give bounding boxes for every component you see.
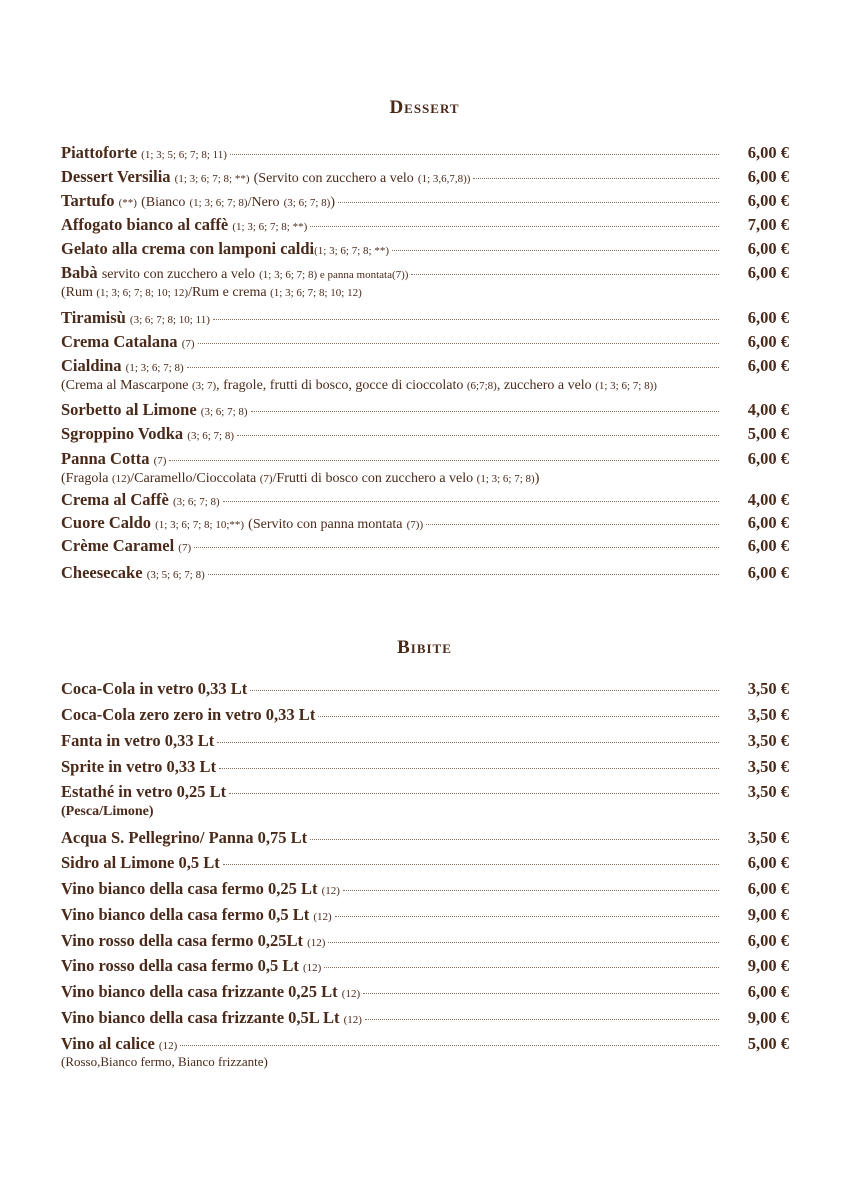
menu-item-piattoforte: [61, 143, 789, 163]
menu-item-vino-bianco-frizzante-025: [61, 982, 789, 1002]
item-name: Dessert Versilia (1; 3; 6; 7; 8; **) (Servito con zucchero a velo (1; 3,6,7,8)): [61, 167, 471, 186]
item-name: Crema al Caffè (3; 6; 7; 8): [61, 490, 220, 509]
dot-leader: [324, 967, 719, 968]
dot-leader: [318, 716, 719, 717]
dot-leader: [223, 864, 719, 865]
dot-leader: [251, 411, 719, 412]
item-name: Coca-Cola in vetro 0,33 Lt: [61, 679, 248, 698]
dot-leader: [213, 319, 719, 320]
dot-leader: [365, 1019, 719, 1020]
item-price: 3,50 €: [747, 705, 789, 724]
menu-item-tartufo: [61, 191, 789, 211]
menu-item-vino-rosso-fermo-025: [61, 931, 789, 951]
item-name: Crema Catalana (7): [61, 332, 195, 351]
dot-leader: [187, 367, 719, 368]
menu-item-cialdina: [61, 356, 789, 394]
dot-leader: [426, 524, 719, 525]
item-price: 3,50 €: [747, 731, 789, 750]
item-price: 3,50 €: [747, 757, 789, 776]
item-name: Vino bianco della casa frizzante 0,5L Lt (12): [61, 1008, 362, 1027]
item-name: Sorbetto al Limone (3; 6; 7; 8): [61, 400, 248, 419]
dot-leader: [392, 250, 719, 251]
item-name: Piattoforte (1; 3; 5; 6; 7; 8; 11): [61, 143, 227, 162]
item-name: Vino al calice (12): [61, 1034, 178, 1053]
dot-leader: [237, 435, 719, 436]
menu-item-cheesecake: [61, 563, 789, 583]
menu-item-dessert-versilia: [61, 167, 789, 187]
item-name: Sprite in vetro 0,33 Lt: [61, 757, 217, 776]
dot-leader: [250, 690, 719, 691]
item-name: Babà servito con zucchero a velo (1; 3; 6; 7; 8) e panna montata(7)): [61, 263, 409, 282]
menu-item-baba: [61, 263, 789, 301]
item-price: 5,00 €: [747, 1034, 789, 1053]
item-name: Gelato alla crema con lamponi caldi(1; 3; 6; 7; 8; **): [61, 239, 389, 258]
item-price: 6,00 €: [747, 308, 789, 327]
menu-item-sprite: [61, 757, 789, 777]
item-price: 6,00 €: [747, 143, 789, 162]
dot-leader: [343, 890, 719, 891]
dot-leader: [473, 178, 719, 179]
item-name: Vino bianco della casa fermo 0,5 Lt (12): [61, 905, 332, 924]
menu-item-estathe: [61, 782, 789, 820]
item-price: 5,00 €: [747, 424, 789, 443]
item-name: Affogato bianco al caffè (1; 3; 6; 7; 8; **): [61, 215, 308, 234]
section-title-dessert: Dessert: [389, 97, 460, 118]
menu-item-crema-catalana: [61, 332, 789, 352]
menu-item-vino-bianco-fermo-025: [61, 879, 789, 899]
dot-leader: [219, 768, 719, 769]
item-price: 9,00 €: [747, 956, 789, 975]
dot-leader: [328, 942, 719, 943]
item-description: (Crema al Mascarpone (3; 7), fragole, frutti di bosco, gocce di cioccolato (6;7;8), zucchero a velo (1; 3; 6; 7; 8)): [61, 378, 657, 393]
item-name: Tiramisù (3; 6; 7; 8; 10; 11): [61, 308, 210, 327]
item-price: 6,00 €: [747, 982, 789, 1001]
menu-item-tiramisu: [61, 308, 789, 328]
dot-leader: [208, 574, 719, 575]
item-price: 6,00 €: [747, 879, 789, 898]
menu-item-creme-caramel: [61, 536, 789, 556]
item-price: 6,00 €: [747, 931, 789, 950]
section-title-bibite: Bibite: [397, 637, 452, 658]
dot-leader: [230, 154, 719, 155]
item-name: Acqua S. Pellegrino/ Panna 0,75 Lt: [61, 828, 308, 847]
item-description: (Rosso,Bianco fermo, Bianco frizzante): [61, 1054, 268, 1069]
item-price: 6,00 €: [747, 513, 789, 532]
item-name: Estathé in vetro 0,25 Lt: [61, 782, 227, 801]
menu-item-sidro: [61, 853, 789, 873]
dot-leader: [223, 501, 719, 502]
item-description: (Fragola (12)/Caramello/Cioccolata (7)/Frutti di bosco con zucchero a velo (1; 3; 6; 7; 8)): [61, 471, 540, 486]
dot-leader: [194, 547, 719, 548]
dot-leader: [310, 226, 719, 227]
item-price: 3,50 €: [747, 679, 789, 698]
dot-leader: [335, 916, 719, 917]
item-price: 6,00 €: [747, 263, 789, 282]
item-name: Sidro al Limone 0,5 Lt: [61, 853, 220, 872]
item-name: Vino bianco della casa frizzante 0,25 Lt (12): [61, 982, 361, 1001]
menu-item-gelato: [61, 239, 789, 259]
dot-leader: [169, 460, 719, 461]
menu-item-vino-bianco-frizzante-05: [61, 1008, 789, 1028]
item-price: 6,00 €: [747, 536, 789, 555]
menu-item-sorbetto: [61, 400, 789, 420]
item-name: Vino rosso della casa fermo 0,5 Lt (12): [61, 956, 322, 975]
item-price: 3,50 €: [747, 782, 789, 801]
item-price: 6,00 €: [747, 239, 789, 258]
item-name: Fanta in vetro 0,33 Lt: [61, 731, 215, 750]
menu-item-vino-al-calice: [61, 1034, 789, 1070]
item-price: 6,00 €: [747, 853, 789, 872]
item-price: 6,00 €: [747, 167, 789, 186]
item-price: 4,00 €: [747, 490, 789, 509]
menu-item-coca-cola-zero: [61, 705, 789, 725]
item-price: 6,00 €: [747, 449, 789, 468]
item-name: Panna Cotta (7): [61, 449, 167, 468]
item-price: 9,00 €: [747, 1008, 789, 1027]
item-name: Sgroppino Vodka (3; 6; 7; 8): [61, 424, 235, 443]
menu-item-vino-rosso-fermo-05: [61, 956, 789, 976]
dot-leader: [363, 993, 719, 994]
item-price: 6,00 €: [747, 332, 789, 351]
menu-item-panna-cotta: [61, 449, 789, 487]
dot-leader: [229, 793, 719, 794]
item-price: 3,50 €: [747, 828, 789, 847]
item-name: Crème Caramel (7): [61, 536, 192, 555]
menu-item-affogato: [61, 215, 789, 235]
item-name: Cheesecake (3; 5; 6; 7; 8): [61, 563, 205, 582]
dot-leader: [338, 202, 719, 203]
dot-leader: [310, 839, 719, 840]
dot-leader: [411, 274, 719, 275]
item-name: Tartufo (**) (Bianco (1; 3; 6; 7; 8)/Nero (3; 6; 7; 8)): [61, 191, 336, 210]
item-price: 4,00 €: [747, 400, 789, 419]
dot-leader: [217, 742, 719, 743]
dot-leader: [198, 343, 719, 344]
item-price: 6,00 €: [747, 191, 789, 210]
item-price: 6,00 €: [747, 356, 789, 375]
menu-item-fanta: [61, 731, 789, 751]
item-price: 6,00 €: [747, 563, 789, 582]
menu-item-coca-cola: [61, 679, 789, 699]
menu-item-cuore-caldo: [61, 513, 789, 533]
item-name: Vino rosso della casa fermo 0,25Lt (12): [61, 931, 326, 950]
dot-leader: [180, 1045, 719, 1046]
item-price: 9,00 €: [747, 905, 789, 924]
item-description: (Pesca/Limone): [61, 804, 154, 819]
item-name: Cialdina (1; 3; 6; 7; 8): [61, 356, 184, 375]
menu-item-crema-caffe: [61, 490, 789, 510]
item-name: Vino bianco della casa fermo 0,25 Lt (12): [61, 879, 340, 898]
item-name: Cuore Caldo (1; 3; 6; 7; 8; 10;**) (Servito con panna montata (7)): [61, 513, 424, 532]
item-price: 7,00 €: [747, 215, 789, 234]
item-name: Coca-Cola zero zero in vetro 0,33 Lt: [61, 705, 316, 724]
item-description: (Rum (1; 3; 6; 7; 8; 10; 12)/Rum e crema (1; 3; 6; 7; 8; 10; 12): [61, 285, 362, 300]
menu-item-vino-bianco-fermo-05: [61, 905, 789, 925]
menu-item-acqua: [61, 828, 789, 848]
menu-item-sgroppino: [61, 424, 789, 444]
